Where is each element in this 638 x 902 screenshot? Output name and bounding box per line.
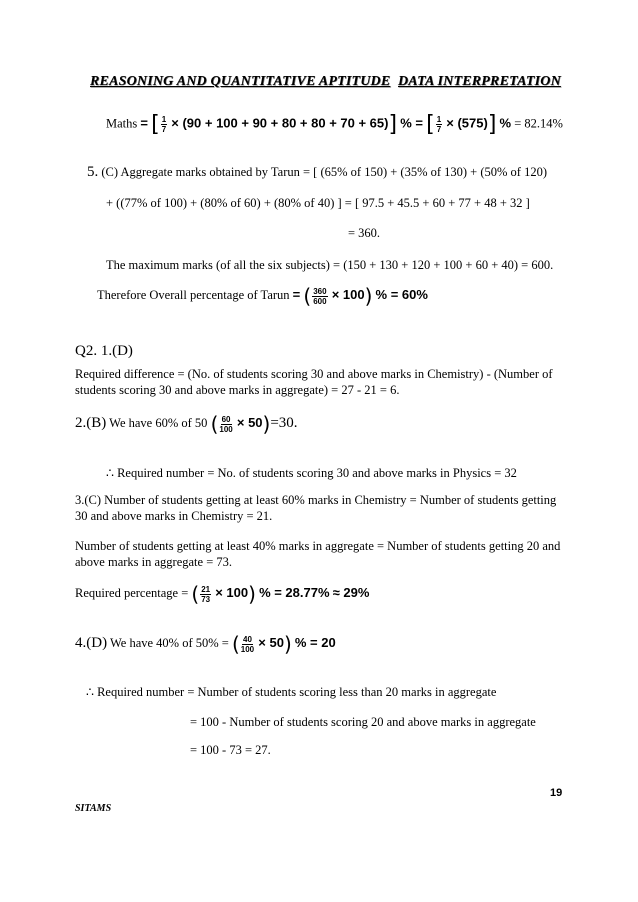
q2-a4-fraction: $\frac{40}{100}$ [240,634,255,654]
q2-heading: Q2. 1.(D) [75,343,133,359]
q2-a3-fraction: $\frac{21}{73}$ [201,584,211,604]
maths-label: Maths [106,116,138,131]
footer-institution: SITAMS [75,803,112,814]
q5-line-2: + ((77% of 100) + (80% of 60) + (80% of 40) ] = [ 97.5 + 45.5 + 60 + 77 + 48 + 32 ] [106,196,530,210]
q5-line-4: The maximum marks (of all the six subjects) = (150 + 130 + 120 + 100 + 60 + 40) = 600. [106,258,554,272]
q2-answer-4-line-2: = 100 - Number of students scoring 20 and above marks in aggregate [190,715,536,729]
q2-answer-3-p2: Number of students getting at least 40% marks in aggregate = Number of students getting 20 and above marks in aggregate = 73. [75,539,561,569]
q2-answer-4: 4.(D) We have 40% of 50% = ( $\frac{40}{100}$ × 50) % = 20 [75,632,336,656]
q2-answer-1: Required difference = (No. of students scoring 30 and above marks in Chemistry) - (Number of students scoring 30 and above marks in aggregate) = 27 - 21 = 6. [75,367,553,397]
header-right: DATA INTERPRETATION [398,74,561,89]
q5-line-5: Therefore Overall percentage of Tarun = ( $\frac{360}{600}$ × 100) % = 60% [97,284,428,308]
page-number: 19 [550,787,563,799]
q2-a2-fraction: $\frac{60}{100}$ [219,414,233,434]
q2-answer-2: 2.(B) We have 60% of 50 ( $\frac{60}{100}$ × 50)=30. [75,412,298,436]
q5-line-1: 5. (C) Aggregate marks obtained by Tarun = [ (65% of 150) + (35% of 130) + (50% of 120) [87,164,548,180]
q5-fraction: $\frac{360}{600}$ [313,286,327,306]
q2-answer-3-p1: 3.(C) Number of students getting at least 60% marks in Chemistry = Number of students getting 30 and above marks in Chemistry = 21. [75,493,557,523]
q5-line-3: = 360. [348,226,381,240]
maths-fraction-2: $\frac{1}{7}$ [436,115,442,134]
q2-answer-3-percentage: Required percentage = ( $\frac{21}{73}$ × 100) % = 28.77% ≈ 29% [75,582,370,606]
maths-equation: Maths = [ $\frac{1}{7}$ × (90 + 100 + 90 + 80 + 80 + 70 + 65)] % = [ $\frac{1}{7}$ × (575)] % = 82.14% [106,112,563,137]
q2-answer-2-line: ∴ Required number = No. of students scoring 30 and above marks in Physics = 32 [106,466,517,480]
q2-answer-4-line-3: = 100 - 73 = 27. [190,743,271,757]
q5-number: 5. [87,164,99,180]
maths-fraction-1: $\frac{1}{7}$ [161,115,167,134]
header-left: REASONING AND QUANTITATIVE APTITUDE [90,74,391,89]
q2-answer-4-line-1: ∴ Required number = Number of students scoring less than 20 marks in aggregate [86,685,497,699]
maths-result: = 82.14% [514,116,563,131]
